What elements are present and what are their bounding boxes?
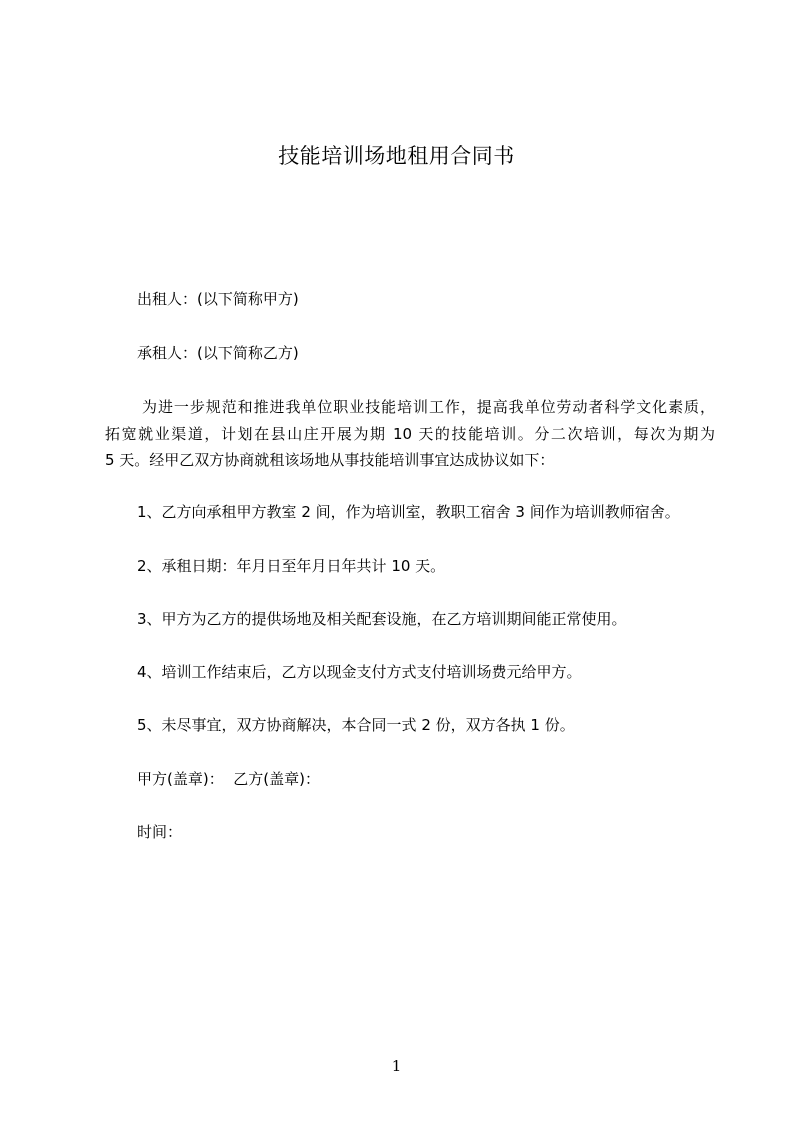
clause-3: 3、甲方为乙方的提供场地及相关配套设施，在乙方培训期间能正常使用。 [137,610,627,628]
intro-paragraph [105,394,715,474]
intro-line: 5 天。经甲乙双方协商就租该场地从事技能培训事宜达成协议如下： [105,451,555,469]
clause-2: 2、承租日期：年月日至年月日年共计 10 天。 [137,557,446,575]
clause-5: 5、未尽事宜，双方协商解决，本合同一式 2 份，双方各执 1 份。 [137,716,575,734]
intro-line: 为进一步规范和推进我单位职业技能培训工作，提高我单位劳动者科学文化素质， [142,398,715,416]
signature-line: 甲方(盖章)： 乙方(盖章)： [137,770,320,788]
clause-4: 4、培训工作结束后，乙方以现金支付方式支付培训场费元给甲方。 [137,663,582,681]
page-number: 1 [391,1057,402,1075]
intro-line: 拓宽就业渠道，计划在县山庄开展为期 10 天的技能培训。分二次培训，每次为期为 [105,424,715,443]
clause-1: 1、乙方向承租甲方教室 2 间，作为培训室，教职工宿舍 3 间作为培训教师宿舍。 [137,503,680,521]
lessor-line: 出租人：(以下简称甲方) [137,290,299,308]
document-title: 技能培训场地租用合同书 [278,144,515,168]
lessee-line: 承租人：(以下简称乙方) [137,344,299,362]
time-line: 时间： [137,823,183,841]
